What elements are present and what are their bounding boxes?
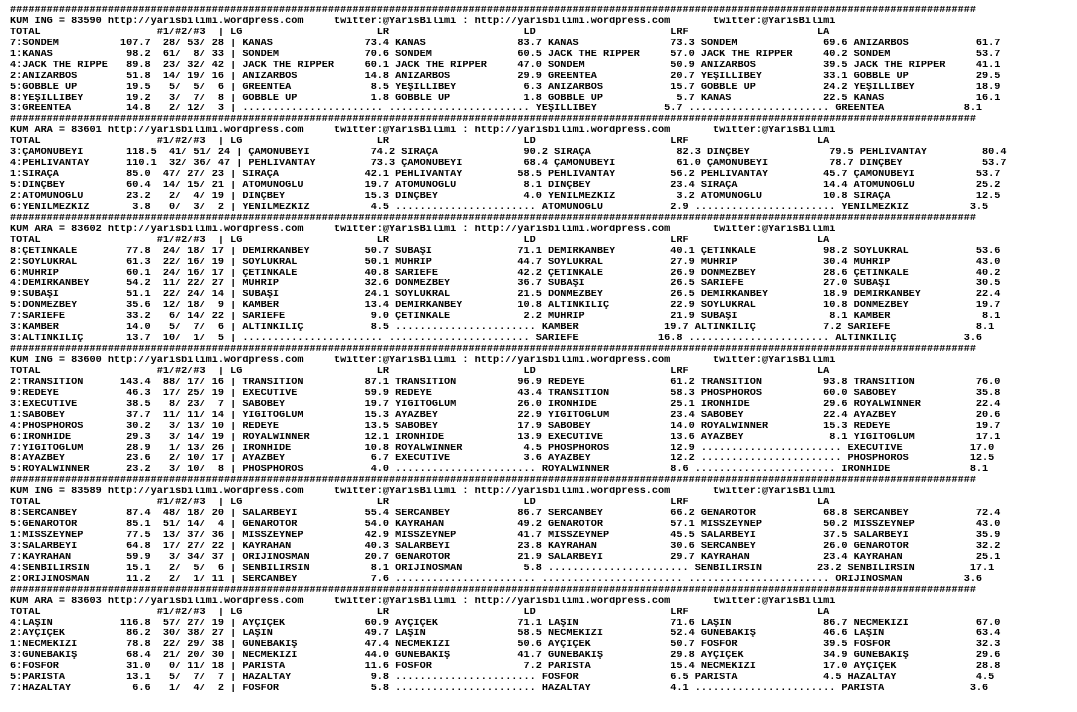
- data-row: 2:ATOMUNOĞLU 23.2 2/ 4/ 19 | DİNÇBEY 15.3 DİNÇBEY 4.0 YENİLMEZKIZ 3.2 ATOMUNOĞLU 10.8 SIRAÇA 12.5: [10, 191, 1001, 202]
- separator-line: ##############################################################################################################################################################: [10, 213, 976, 224]
- separator-line: ##############################################################################################################################################################: [10, 6, 976, 16]
- data-row: 8:AYAZBEY 23.6 2/ 10/ 17 | AYAZBEY 6.7 EXECUTIVE 3.6 AYAZBEY 12.2 ....................... PHOSPHOROS 12.5: [10, 454, 995, 465]
- data-row: 9:SUBAŞI 51.1 22/ 24/ 14 | SUBAŞI 24.1 SOYLUKRAL 21.5 DÖNMEZBEY 26.5 DEMİRKANBEY 18.9 DEMİRKANBEY 22.4: [10, 290, 1001, 301]
- data-row: 8:YEŞİLLİBEY 19.2 3/ 7/ 8 | GOBBLE UP 1.8 GOBBLE UP 1.8 GOBBLE UP 5.7 KANAS 22.5 KANAS 16.1: [10, 93, 1001, 104]
- data-row: 7:SONDEM 107.7 28/ 53/ 28 | KANAS 73.4 KANAS 83.7 KANAS 73.3 SONDEM 69.6 ANIZARBOS 61.7: [10, 38, 1001, 49]
- separator-line: ##############################################################################################################################################################: [10, 115, 976, 126]
- column-header: TOTAL #1/#2/#3 | LG LR LD LRF LA: [10, 137, 830, 148]
- race-header: KUM ARA = 83602 http://yarisbilimi.wordpress.com twitter:@YarisBilimi : http://yarisbilimi.wordpress.com twitter:@YarisBilimi: [10, 224, 836, 235]
- column-header: TOTAL #1/#2/#3 | LG LR LD LRF LA: [10, 607, 830, 618]
- data-row: 4:DEMİRKANBEY 54.2 11/ 22/ 27 | MUHRİP 32.6 DÖNMEZBEY 36.7 SUBAŞI 26.5 SARIEFE 27.0 SUBAŞI 30.5: [10, 279, 1001, 290]
- data-row: 8:SERCANBEY 87.4 48/ 18/ 20 | SALARBEYİ 55.4 SERCANBEY 86.7 SERCANBEY 66.2 GENAROTOR 68.8 SERCANBEY 72.4: [10, 509, 1001, 520]
- data-row: 3:KAMBER 14.0 5/ 7/ 6 | ALTINKILIÇ 8.5 ....................... KAMBER 19.7 ALTINKILIÇ 7.2 SARIEFE 8.1: [10, 323, 995, 334]
- data-row: 2:ANIZARBOS 51.8 14/ 19/ 16 | ANIZARBOS 14.8 ANIZARBOS 29.9 GREENTEA 20.7 YEŞİLLİBEY 33.1 GOBBLE UP 29.5: [10, 71, 1001, 82]
- race-header: KUM İNG = 83590 http://yarisbilimi.wordpress.com twitter:@YarisBilimi : http://yarisbilimi.wordpress.com twitter:@YarisBilimi: [10, 16, 836, 27]
- data-row: 3:ÇAMÖNÜBEYİ 118.5 41/ 51/ 24 | ÇAMÖNÜBEYİ 74.2 SIRAÇA 90.2 SIRAÇA 82.3 DİNÇBEY 79.5 PEHLİVANTAY 80.4: [10, 148, 1007, 159]
- data-row: 4:PEHLİVANTAY 110.1 32/ 36/ 47 | PEHLİVANTAY 73.3 ÇAMÖNÜBEYİ 68.4 ÇAMÖNÜBEYİ 61.0 ÇAMÖNÜBEYİ 78.7 DİNÇBEY 53.7: [10, 159, 1007, 170]
- data-row: 3:ALTINKILIÇ 13.7 10/ 1/ 5 | ....................... ....................... SARIEFE 16.8 ....................... ALTINKILIÇ 3.6: [10, 334, 983, 345]
- data-row: 7:KAYRAHAN 59.9 3/ 34/ 37 | ORİJİNOSMAN 20.7 GENAROTOR 21.9 SALARBEYİ 29.7 KAYRAHAN 23.4 KAYRAHAN 25.1: [10, 552, 1001, 563]
- race-header: KUM ARA = 83603 http://yarisbilimi.wordpress.com twitter:@YarisBilimi : http://yarisbilimi.wordpress.com twitter:@YarisBilimi: [10, 596, 836, 607]
- separator-line: ##############################################################################################################################################################: [10, 476, 976, 487]
- data-row: 1:MISSZEYNEP 77.5 13/ 37/ 36 | MISSZEYNEP 42.9 MISSZEYNEP 41.7 MISSZEYNEP 45.5 SALARBEYİ 37.5 SALARBEYİ 35.9: [10, 531, 1001, 541]
- data-row: 7:SARIEFE 33.2 6/ 14/ 22 | SARIEFE 9.0 ÇETİNKALE 2.2 MUHRİP 21.9 SUBAŞI 8.1 KAMBER 8.1: [10, 312, 1001, 323]
- data-row: 6:MUHRİP 60.1 24/ 16/ 17 | ÇETİNKALE 40.8 SARIEFE 42.2 ÇETİNKALE 26.9 DÖNMEZBEY 28.6 ÇETİNKALE 40.2: [10, 268, 1001, 279]
- column-header: TOTAL #1/#2/#3 | LG LR LD LRF LA: [10, 235, 830, 246]
- column-header: TOTAL #1/#2/#3 | LG LR LD LRF LA: [10, 366, 830, 377]
- data-row: 3:GREENTEA 14.8 2/ 12/ 3 | ....................... ....................... YEŞİLLİBEY 5.7 ....................... GREENTEA 8.1: [10, 104, 983, 115]
- race-header: KUM İNG = 83600 http://yarisbilimi.wordpress.com twitter:@YarisBilimi : http://yarisbilimi.wordpress.com twitter:@YarisBilimi: [10, 356, 836, 366]
- data-row: 6:FOSFOR 31.0 0/ 11/ 18 | PARISTA 11.6 FOSFOR 7.2 PARISTA 15.4 NECMEKİZİ 17.0 AYÇİÇEK 28.8: [10, 662, 1001, 673]
- data-row: 1:SABOBEY 37.7 11/ 11/ 14 | YİĞİTOĞLUM 15.3 AYAZBEY 22.9 YİĞİTOĞLUM 23.4 SABOBEY 22.4 AYAZBEY 20.6: [10, 410, 1001, 421]
- race-header: KUM İNG = 83589 http://yarisbilimi.wordpress.com twitter:@YarisBilimi : http://yarisbilimi.wordpress.com twitter:@YarisBilimi: [10, 487, 836, 498]
- data-row: 2:AYÇİÇEK 86.2 30/ 38/ 27 | LAŞİN 49.7 LAŞİN 58.5 NECMEKİZİ 52.4 GÜNEBAKIŞ 46.6 LAŞİN 63.4: [10, 629, 1001, 640]
- column-header: TOTAL #1/#2/#3 | LG LR LD LRF LA: [10, 27, 830, 38]
- data-row: 5:ROYALWINNER 23.2 3/ 10/ 8 | PHOSPHOROS 4.0 ....................... ROYALWINNER 8.6 ....................... IRONHIDE 8.1: [10, 465, 989, 476]
- data-row: 6:YENİLMEZKIZ 3.8 0/ 3/ 2 | YENİLMEZKIZ 4.5 ....................... ATOMUNOĞLU 2.9 ....................... YENİLMEZKIZ 3.5: [10, 202, 989, 213]
- column-header: TOTAL #1/#2/#3 | LG LR LD LRF LA: [10, 498, 830, 509]
- race-header: KUM ARA = 83601 http://yarisbilimi.wordpress.com twitter:@YarisBilimi : http://yarisbilimi.wordpress.com twitter:@YarisBilimi: [10, 126, 836, 137]
- data-row: 1:SIRAÇA 85.0 47/ 27/ 23 | SIRAÇA 42.1 PEHLİVANTAY 58.5 PEHLİVANTAY 56.2 PEHLİVANTAY 45.7 ÇAMÖNÜBEYİ 53.7: [10, 170, 1001, 181]
- data-row: 9:REDEYE 46.3 17/ 25/ 19 | EXECUTIVE 59.9 REDEYE 43.4 TRANSITION 58.3 PHOSPHOROS 60.0 SABOBEY 35.8: [10, 388, 1001, 399]
- data-row: 4:JACK THE RIPPE 89.8 23/ 32/ 42 | JACK THE RIPPER 60.1 JACK THE RIPPER 47.0 SONDEM 50.9 ANIZARBOS 39.5 JACK THE RIPPER 41.1: [10, 60, 1001, 71]
- race-stats-sheet: [10, 6, 1072, 695]
- data-row: 3:EXECUTIVE 38.5 8/ 23/ 7 | SABOBEY 19.7 YİĞİTOĞLUM 26.0 IRONHIDE 25.1 IRONHIDE 29.6 ROYALWINNER 22.4: [10, 399, 1001, 410]
- data-row: 2:TRANSITION 143.4 88/ 17/ 16 | TRANSITION 87.1 TRANSITION 96.9 REDEYE 61.2 TRANSITION 93.8 TRANSITION 76.0: [10, 377, 1001, 388]
- data-row: 5:DİNÇBEY 60.4 14/ 15/ 21 | ATOMUNOĞLU 19.7 ATOMUNOĞLU 8.1 DİNÇBEY 23.4 SIRAÇA 14.4 ATOMUNOĞLU 25.2: [10, 181, 1001, 191]
- data-row: 4:LAŞİN 116.8 57/ 27/ 19 | AYÇİÇEK 60.9 AYÇİÇEK 71.1 LAŞİN 71.6 LAŞİN 86.7 NECMEKİZİ 67.0: [10, 618, 1001, 629]
- data-row: 6:IRONHIDE 29.3 3/ 14/ 19 | ROYALWINNER 12.1 IRONHIDE 13.9 EXECUTIVE 13.6 AYAZBEY 8.1 YİĞİTOĞLUM 17.1: [10, 432, 1001, 443]
- data-row: 7:HAZALTAY 6.6 1/ 4/ 2 | FOSFOR 5.8 ....................... HAZALTAY 4.1 ....................... PARISTA 3.6: [10, 684, 989, 695]
- data-row: 2:ORİJİNOSMAN 11.2 2/ 1/ 11 | SERCANBEY 7.6 ....................... ....................... ....................... ORİJİNOSMAN 3.6: [10, 574, 983, 585]
- data-row: 3:SALARBEYİ 64.8 17/ 27/ 22 | KAYRAHAN 40.3 SALARBEYİ 23.8 KAYRAHAN 30.6 SERCANBEY 26.0 GENAROTOR 32.2: [10, 541, 1001, 552]
- data-row: 5:DÖNMEZBEY 35.6 12/ 18/ 9 | KAMBER 13.4 DEMİRKANBEY 10.8 ALTINKILIÇ 22.9 SOYLUKRAL 10.8 DÖNMEZBEY 19.7: [10, 301, 1001, 312]
- separator-line: ##############################################################################################################################################################: [10, 345, 976, 356]
- data-row: 4:SENBİLİRSİN 15.1 2/ 5/ 6 | SENBİLİRSİN 8.1 ORİJİNOSMAN 5.8 ....................... SENBİLİRSİN 23.2 SENBİLİRSİN 17.1: [10, 563, 995, 574]
- data-row: 5:GOBBLE UP 19.5 5/ 5/ 6 | GREENTEA 8.5 YEŞİLLİBEY 6.3 ANIZARBOS 15.7 GOBBLE UP 24.2 YEŞİLLİBEY 18.9: [10, 82, 1001, 93]
- data-row: 5:PARISTA 13.1 5/ 7/ 7 | HAZALTAY 9.8 ....................... FOSFOR 6.5 PARISTA 4.5 HAZALTAY 4.5: [10, 673, 995, 684]
- data-row: 5:GENAROTOR 85.1 51/ 14/ 4 | GENAROTOR 54.0 KAYRAHAN 49.2 GENAROTOR 57.1 MISSZEYNEP 50.2 MISSZEYNEP 43.0: [10, 520, 1001, 531]
- data-row: 3:GÜNEBAKIŞ 68.4 21/ 20/ 30 | NECMEKİZİ 44.0 GÜNEBAKIŞ 41.7 GÜNEBAKIŞ 29.8 AYÇİÇEK 34.9 GÜNEBAKIŞ 29.6: [10, 651, 1001, 662]
- data-row: 8:ÇETİNKALE 77.8 24/ 18/ 17 | DEMİRKANBEY 50.7 SUBAŞI 71.1 DEMİRKANBEY 40.1 ÇETİNKALE 98.2 SOYLUKRAL 53.6: [10, 246, 1001, 257]
- data-row: 7:YİĞİTOĞLUM 28.9 1/ 13/ 26 | IRONHIDE 10.8 ROYALWINNER 4.5 PHOSPHOROS 12.9 ....................... EXECUTIVE 17.0: [10, 443, 995, 454]
- data-row: 4:PHOSPHOROS 30.2 3/ 13/ 10 | REDEYE 13.5 SABOBEY 17.9 SABOBEY 14.0 ROYALWINNER 15.3 REDEYE 19.7: [10, 421, 1001, 432]
- data-row: 1:NECMEKİZİ 78.8 22/ 29/ 38 | GÜNEBAKIŞ 47.4 NECMEKİZİ 50.6 AYÇİÇEK 50.7 FOSFOR 39.5 FOSFOR 32.3: [10, 640, 1001, 651]
- separator-line: ##############################################################################################################################################################: [10, 585, 976, 596]
- data-row: 1:KANAS 98.2 61/ 8/ 33 | SONDEM 70.6 SONDEM 60.5 JACK THE RIPPER 57.0 JACK THE RIPPER 40.2 SONDEM 53.7: [10, 49, 1001, 60]
- data-row: 2:SOYLUKRAL 61.3 22/ 16/ 19 | SOYLUKRAL 50.1 MUHRİP 44.7 SOYLUKRAL 27.9 MUHRİP 30.4 MUHRİP 43.0: [10, 257, 1001, 268]
